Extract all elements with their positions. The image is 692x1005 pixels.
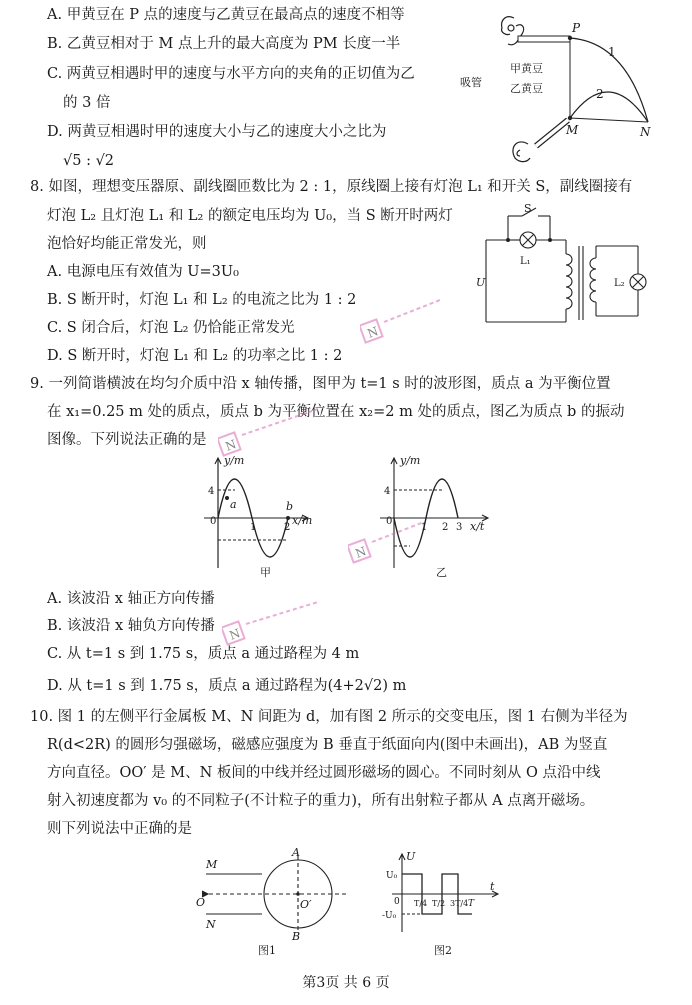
point-b-label: B	[292, 930, 301, 943]
q10-stem-line3: 方向直径。OO′ 是 M、N 板间的中线并经过圆形磁场的圆心。不同时刻从 O 点沿中线	[47, 765, 601, 781]
yi-tick-2: 2	[442, 522, 449, 533]
jia-tick-1: 1	[250, 522, 257, 533]
mn-line	[570, 118, 648, 122]
page-footer: 第3页 共 6 页	[302, 975, 390, 991]
yi-caption: 乙	[436, 566, 447, 579]
q9-stem-line1: 9. 一列简谐横波在均匀介质中沿 x 轴传播，图甲为 t=1 s 时的波形图，质点 a 为平衡位置	[30, 376, 611, 392]
tick-three-quarter-t: 3T/4	[450, 899, 469, 908]
q8-option-a: A. 电源电压有效值为 U=3U₀	[47, 264, 239, 280]
straw-label: 吸管	[460, 76, 482, 89]
yi-tick-1: 1	[421, 522, 428, 533]
q10-figures	[196, 846, 516, 960]
point-n-label: N	[640, 125, 651, 139]
point-a-label: A	[292, 846, 300, 859]
q10-stem-line1: 10. 图 1 的左侧平行金属板 M、N 间距为 d，加有图 2 所示的交变电压，图 1 右侧为半径为	[30, 709, 628, 725]
trajectory-2	[570, 92, 648, 122]
q9-option-c: C. 从 t=1 s 到 1.75 s，质点 a 通过路程为 4 m	[47, 646, 360, 662]
q7-option-b: B. 乙黄豆相对于 M 点上升的最大高度为 PM 长度一半	[47, 36, 401, 52]
q9-option-a: A. 该波沿 x 轴正方向传播	[47, 591, 215, 607]
tick-t-half: T/2	[432, 899, 446, 908]
jia-caption: 甲	[260, 566, 271, 579]
q9-stem-line3: 图像。下列说法正确的是	[47, 432, 207, 448]
figure-1-plates-and-field	[202, 856, 346, 932]
q10-stem-line2: R(d<2R) 的圆形匀强磁场，磁感应强度为 B 垂直于纸面向内(图中未画出)，AB 为竖直	[47, 737, 608, 753]
q9-option-b: B. 该波沿 x 轴负方向传播	[47, 618, 215, 634]
fig2-origin: 0	[394, 897, 400, 907]
jia-x-axis-label: x/m	[292, 514, 313, 527]
q10-stem-line4: 射入初速度都为 v₀ 的不同粒子(不计粒子的重力)，所有出射粒子都从 A 点离开磁场。	[47, 793, 595, 809]
q8-stem-line2: 灯泡 L₂ 且灯泡 L₁ 和 L₂ 的额定电压均为 U₀，当 S 断开时两灯	[47, 208, 453, 224]
yi-tick-3: 3	[456, 522, 463, 533]
voltage-label: U	[476, 276, 486, 289]
svg-text:N: N	[353, 544, 369, 561]
q9-stem-line2: 在 x₁=0.25 m 处的质点，质点 b 为平衡位置在 x₂=2 m 处的质点，图乙为质点 b 的振动	[47, 404, 625, 420]
yi-tick-4: 4	[384, 486, 391, 497]
yi-origin: 0	[386, 516, 393, 527]
u0-tick: U₀	[386, 871, 398, 881]
jia-y-axis-label: y/m	[224, 454, 245, 467]
figure-2-voltage-graph	[392, 854, 498, 932]
lower-face-icon	[513, 142, 530, 162]
yi-bean-label: 乙黄豆	[510, 82, 543, 95]
switch-label: S	[524, 202, 532, 215]
watermark-logo	[348, 520, 428, 574]
lamp-l2-label: L₂	[614, 278, 625, 289]
watermark-logo	[360, 296, 450, 360]
point-m-label: M	[566, 123, 579, 137]
neg-u0-tick: -U₀	[382, 911, 397, 921]
jia-bean-label: 甲黄豆	[510, 62, 543, 75]
q8-option-c: C. S 闭合后，灯泡 L₂ 仍恰能正常发光	[47, 320, 295, 336]
q9-option-d: D. 从 t=1 s 到 1.75 s，质点 a 通过路程为(4+2√2) m	[47, 678, 407, 694]
yi-x-axis-label: x/t	[470, 520, 485, 533]
plate-n-label: N	[206, 918, 216, 931]
watermark-logo	[218, 405, 328, 469]
yi-y-axis-label: y/m	[400, 454, 421, 467]
q7-option-d-line2: √5 : √2	[63, 153, 115, 169]
q7-option-d-line1: D. 两黄豆相遇时甲的速度大小与乙的速度大小之比为	[47, 124, 387, 140]
watermark-logo	[222, 600, 322, 654]
svg-text:N: N	[365, 324, 381, 341]
svg-text:N: N	[227, 626, 243, 643]
tick-t-full: T	[468, 899, 475, 909]
wave-graph-jia	[204, 458, 308, 568]
voltage-axis-label: U	[406, 850, 416, 863]
point-a-label: a	[230, 498, 237, 511]
lamp-l1-label: L₁	[520, 256, 531, 267]
q8-stem-line1: 8. 如图，理想变压器原、副线圈匝数比为 2 : 1，原线圈上接有灯泡 L₁ 和开关 S，副线圈接有	[30, 179, 633, 195]
upper-straw	[518, 36, 570, 42]
svg-text:N: N	[223, 437, 239, 454]
q8-option-b: B. S 断开时，灯泡 L₁ 和 L₂ 的电流之比为 1 : 2	[47, 292, 357, 308]
point-p-label: P	[572, 21, 581, 35]
q8-circuit-figure	[474, 202, 654, 330]
time-axis-label: t	[490, 880, 495, 893]
q7-option-c-line2: 的 3 倍	[63, 95, 111, 111]
path-2-label: 2	[596, 87, 604, 101]
q10-stem-line5: 则下列说法中正确的是	[47, 821, 192, 837]
point-o-label: O	[196, 896, 206, 909]
point-o-prime-label: O′	[300, 898, 312, 911]
figure-1-caption: 图1	[258, 944, 276, 957]
q7-option-c-line1: C. 两黄豆相遇时甲的速度与水平方向的夹角的正切值为乙	[47, 66, 415, 82]
figure-2-caption: 图2	[434, 944, 452, 957]
q8-option-d: D. S 断开时，灯泡 L₁ 和 L₂ 的功率之比 1 : 2	[47, 348, 343, 364]
q8-stem-line3: 泡恰好均能正常发光，则	[47, 236, 207, 252]
jia-origin: 0	[210, 516, 217, 527]
point-b-label: b	[286, 500, 294, 513]
jia-tick-4: 4	[208, 486, 215, 497]
q7-figure	[456, 6, 656, 168]
plate-m-label: M	[206, 858, 218, 871]
q7-option-a: A. 甲黄豆在 P 点的速度与乙黄豆在最高点的速度不相等	[47, 7, 405, 23]
jia-tick-2: 2	[284, 522, 291, 533]
tick-t-quarter: T/4	[414, 899, 428, 908]
path-1-label: 1	[608, 45, 616, 59]
